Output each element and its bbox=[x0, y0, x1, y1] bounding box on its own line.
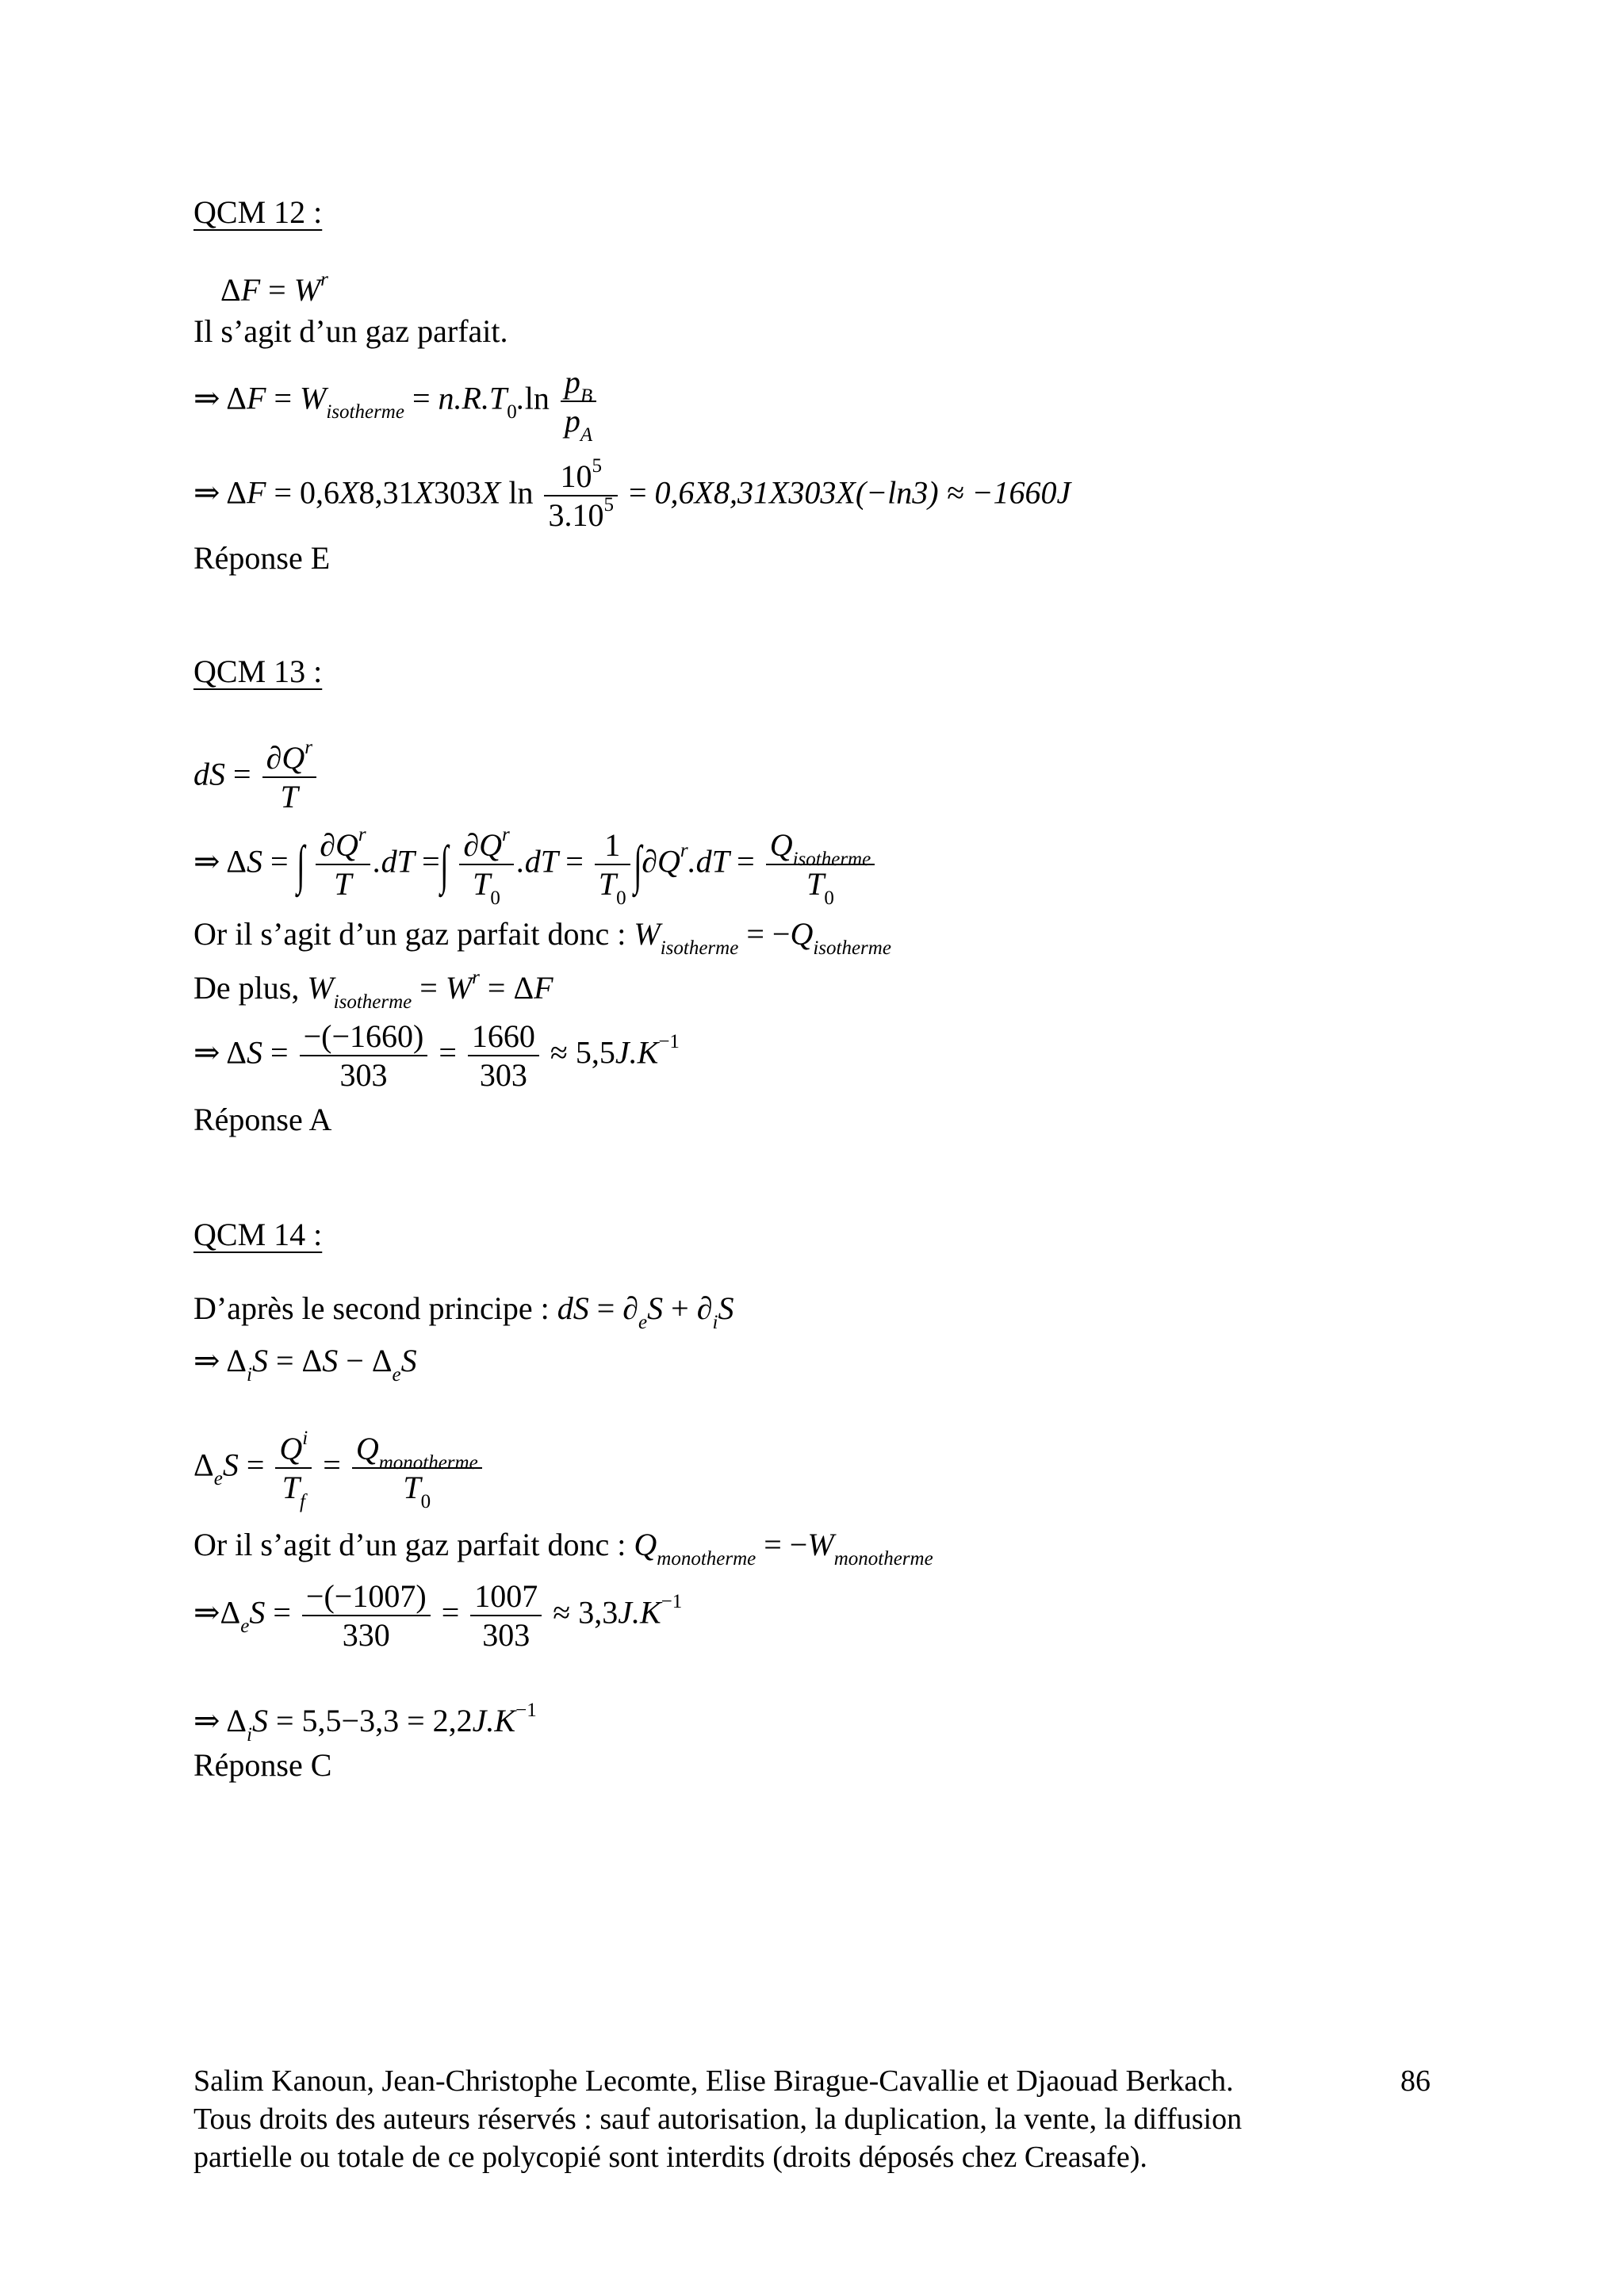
qcm13-de-plus-line: De plus, $W_{isotherme} = W^r = \Delta F$ bbox=[193, 967, 553, 1013]
qcm13-ideal-gas-line: Or il s’agit d’un gaz parfait donc : $W_{isotherme} = -Q_{isotherme}$ bbox=[193, 916, 891, 959]
qcm13-abs-denominator: 303 bbox=[479, 1057, 527, 1094]
qcm14-final-value: 5,5−3,3 = 2,2 bbox=[301, 1703, 473, 1738]
footer-rights-line-1: Tous droits des auteurs réservés : sauf autorisation, la duplication, la vente, la diffusion bbox=[193, 2102, 1243, 2136]
qcm13-numerator: −(−1660) bbox=[300, 1018, 428, 1056]
qcm13-eq-ds-definition: dS = $\frac{\partial Q^r}{T}$ bbox=[193, 739, 320, 815]
qcm14-eq-exchange-result: $\Rightarrow\Delta_eS$ = $\frac{-(-1007)}{330}$ = $\frac{1007}{303}$ ≈ $3,3J.K^{-1}$ bbox=[193, 1578, 683, 1654]
qcm14-result-value: 3,3 bbox=[578, 1594, 619, 1631]
qcm12-intro-text: Il s’agit d’un gaz parfait. bbox=[193, 313, 508, 349]
qcm12-denominator-exponent: 5 bbox=[603, 494, 614, 516]
qcm14-heading: QCM 14 : bbox=[193, 1217, 323, 1252]
qcm14-eq-internal-entropy: ⇒ $\Delta_iS = \Delta S - \Delta_eS$ bbox=[193, 1343, 417, 1386]
footer-rights-line-2: partielle ou totale de ce polycopié sont interdits (droits déposés chez Creasafe). bbox=[193, 2141, 1147, 2174]
qcm14-answer: Réponse C bbox=[193, 1747, 332, 1783]
qcm14-principle-text: D’après le second principe : bbox=[193, 1290, 550, 1326]
qcm12-eq-deltaF-work: $\Delta F = W^r$ bbox=[220, 269, 328, 308]
qcm12-heading: QCM 12 : bbox=[193, 194, 323, 230]
qcm14-ideal-gas-text: Or il s’agit d’un gaz parfait donc : bbox=[193, 1527, 626, 1562]
qcm13-answer: Réponse A bbox=[193, 1102, 332, 1137]
qcm12-numerator-exponent: 5 bbox=[592, 455, 602, 477]
qcm14-eq-exchange-entropy: $\Delta_eS$ = $\frac{Q^i}{T_f}$ = $\frac{Q_{monotherme}}{T_0}$ bbox=[193, 1430, 485, 1506]
qcm12-eq-numeric: ⇒ ΔF = 0,6X8,31X303X ln $\frac{10^5}{3.10^5}$ = 0,6X8,31X303X(−ln3) ≈ −1660J bbox=[193, 455, 1071, 534]
qcm12-eq-isotherm-work: ⇒ $\Delta F = W_{isotherme} = n.R.T_0.\ln$ $\frac{p_B}{p_A}$ bbox=[193, 363, 599, 439]
qcm12-answer: Réponse E bbox=[193, 540, 331, 576]
qcm13-ideal-gas-text: Or il s’agit d’un gaz parfait donc : bbox=[193, 916, 626, 952]
qcm14-principle-line: D’après le second principe : dS = $\partial_eS + \partial_iS$ bbox=[193, 1290, 734, 1333]
qcm13-abs-numerator: 1660 bbox=[468, 1018, 539, 1056]
qcm14-abs-numerator: 1007 bbox=[470, 1577, 542, 1616]
qcm12-numeric-result: 0,6X8,31X303X(−ln3) ≈ −1660J bbox=[654, 474, 1071, 511]
qcm13-eq-entropy-result: ⇒ ΔS = $\frac{-(-1660)}{303}$ = $\frac{1660}{303}$ ≈ $5,5J.K^{-1}$ bbox=[193, 1018, 680, 1094]
qcm14-eq-final: ⇒ $\Delta_iS = 5,5-3,3 = 2,2J.K^{-1}$ bbox=[193, 1700, 537, 1746]
qcm13-result-value: 5,5 bbox=[575, 1034, 615, 1071]
qcm14-denominator-1: 330 bbox=[342, 1617, 390, 1654]
footer-authors: Salim Kanoun, Jean-Christophe Lecomte, Elise Birague-Cavallie et Djaouad Berkach. bbox=[193, 2064, 1234, 2098]
qcm13-de-plus-text: De plus, bbox=[193, 970, 300, 1006]
qcm14-numerator: −(−1007) bbox=[302, 1577, 431, 1616]
qcm14-denominator-2: 303 bbox=[482, 1617, 530, 1654]
qcm13-eq-entropy-integral: ⇒ ΔS = ∫ $\frac{\partial Q^r}{T}$ .dT =∫ $\frac{\partial Q^r}{T_0}$ .dT = $\frac{1}{T_0}$ $\int\partial Q^r.dT$ = $\frac{Q_{isotherme}}{T_0}$ bbox=[193, 826, 878, 903]
footer-page-number: 86 bbox=[1400, 2064, 1431, 2098]
qcm14-ideal-gas-line: Or il s’agit d’un gaz parfait donc : $Q_{monotherme} = -W_{monotherme}$ bbox=[193, 1527, 933, 1570]
qcm12-frac-denominator: 3.10 bbox=[548, 497, 604, 534]
qcm13-heading: QCM 13 : bbox=[193, 654, 323, 689]
qcm13-denominator: 303 bbox=[339, 1057, 388, 1094]
qcm12-frac-numerator: 10 bbox=[560, 458, 592, 494]
